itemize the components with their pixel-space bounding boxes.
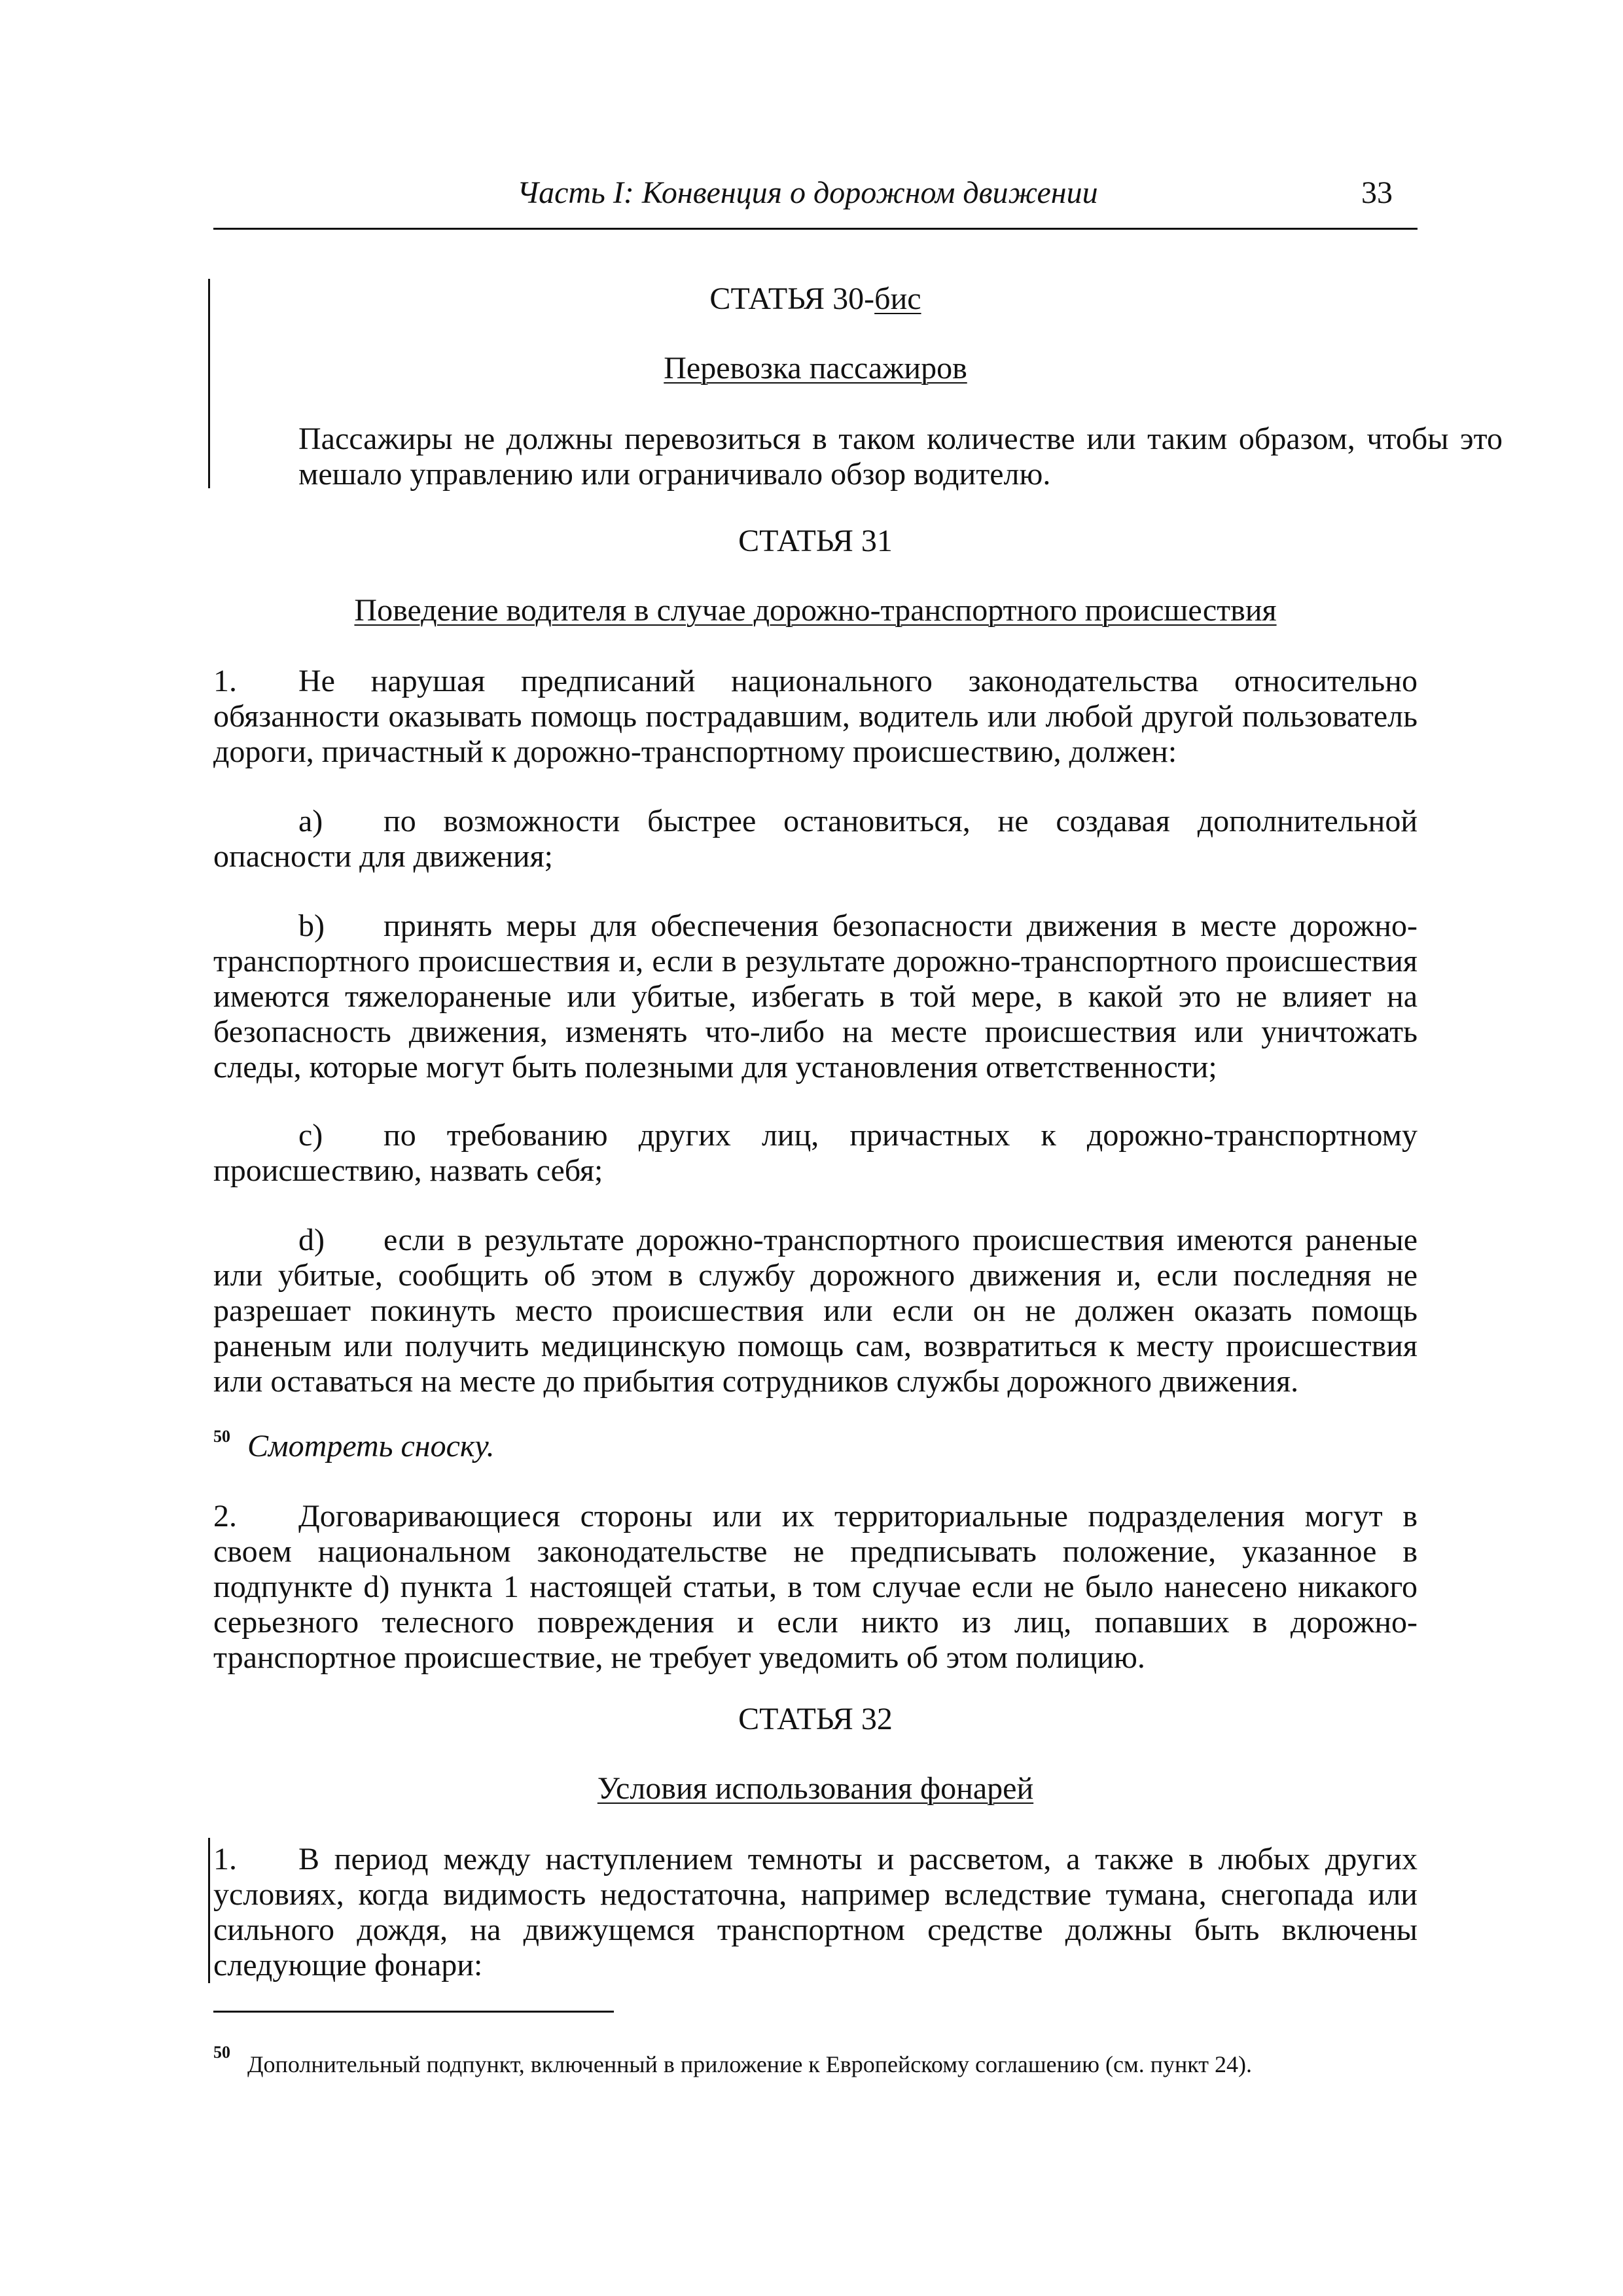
page-number: 33 [1361,175,1393,210]
article-30bis-subtitle-text: Перевозка пассажиров [664,351,967,386]
revision-bar [208,1838,210,1983]
footnote-marker: 50 [213,2043,230,2062]
item-text: по требованию других лиц, причастных к дорожно-транспортному происшествию, назвать себя; [213,1118,1418,1188]
paragraph-text: Договаривающиеся стороны или их территориальные подразделения могут в своем национальном законодательстве не предписывать положение, указанное в подпункте d) пункта 1 настоящей статьи, в том случае если не было нанесено никакого серьезного телесного повреждения и если никто из лиц, попавших в дорожно-транспортное происшествие, не требует уведомить об этом полицию. [213,1499,1418,1675]
footnote-reference-note [213,1419,495,1464]
article-30bis-heading-suffix: бис [874,281,921,316]
footnote-text: Дополнительный подпункт, включенный в приложение к Европейскому соглашению (см. пункт 24). [247,2051,1253,2077]
article-31-heading: СТАТЬЯ 31 [738,524,893,558]
revision-bar [208,279,210,488]
footnote [213,2038,1252,2079]
article-31-item-b [213,908,1418,1085]
article-31-subtitle-text: Поведение водителя в случае дорожно-транспортного происшествия [354,593,1277,628]
note-marker: 50 [213,1427,230,1446]
article-31-item-d [213,1223,1418,1399]
item-label: c) [298,1118,323,1153]
article-32-paragraph-1 [213,1842,1418,1983]
article-32-heading: СТАТЬЯ 32 [738,1702,893,1736]
article-32-subtitle [213,1771,1418,1806]
item-text: принять меры для обеспечения безопасности движения в месте дорожно-транспортного происшествия и, если в результате дорожно-транспортного происшествия имеются тяжелораненые или убитые, избегать в той мере, в какой это не влияет на безопасность движения, изменять что-либо на месте происшествия или уничтожать следы, которые могут быть полезными для установления ответственности; [213,908,1418,1085]
item-label: a) [298,804,323,838]
article-30bis-heading [213,281,1418,317]
header-divider [213,228,1418,230]
item-text: если в результате дорожно-транспортного происшествия имеются раненые или убитые, сообщить об этом в службу дорожного движения и, если последняя не разрешает покинуть место происшествия или если он не должен оказать помощь раненым или получить медицинскую помощь сам, возвратиться к месту происшествия или оставаться на месте до прибытия сотрудников службы дорожного движения. [213,1223,1418,1399]
paragraph-text: Не нарушая предписаний национального законодательства относительно обязанности оказывать помощь пострадавшим, водитель или любой другой пользователь дороги, причастный к дорожно-транспортному происшествию, должен: [213,664,1418,769]
paragraph-number: 1. [213,1842,237,1876]
article-31-subtitle [213,593,1418,628]
note-text: Смотреть сноску. [247,1429,495,1463]
article-30bis-heading-prefix: СТАТЬЯ 30- [709,281,875,316]
article-30bis-subtitle [213,351,1418,386]
item-text: по возможности быстрее остановиться, не создавая дополнительной опасности для движения; [213,804,1418,874]
article-32-subtitle-text: Условия использования фонарей [597,1771,1034,1806]
footnote-divider [213,2011,614,2013]
item-label: b) [298,908,325,943]
paragraph-text: В период между наступлением темноты и рассветом, а также в любых других условиях, когда видимость недостаточна, например вследствие тумана, снегопада или сильного дождя, на движущемся транспортном средстве должны быть включены следующие фонари: [213,1842,1418,1982]
article-30bis-text: Пассажиры не должны перевозиться в таком количестве или таким образом, чтобы это мешало управлению или ограничивало обзор водителю. [298,422,1503,492]
header-title: Часть I: Конвенция о дорожном движении [517,175,1098,210]
item-label: d) [298,1223,325,1257]
article-31-item-a [213,804,1418,874]
article-31-item-c [213,1118,1418,1189]
paragraph-number: 1. [213,664,237,698]
paragraph-number: 2. [213,1499,237,1534]
article-31-paragraph-2 [213,1499,1418,1676]
article-31-paragraph-1 [213,664,1418,770]
